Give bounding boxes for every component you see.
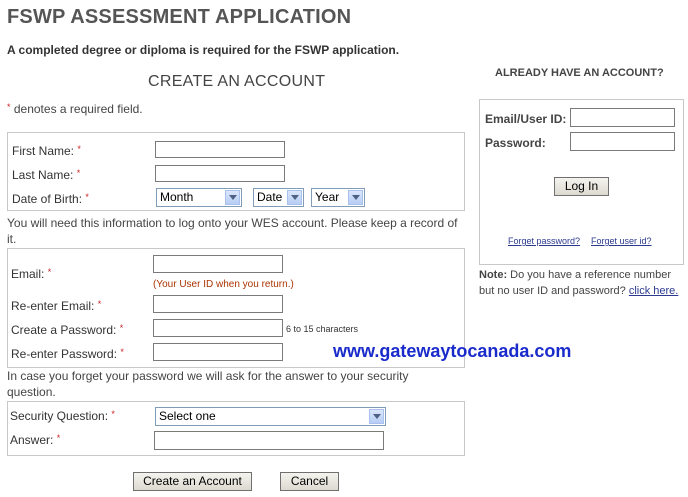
last-name-input[interactable] [155, 165, 285, 182]
chevron-down-icon [225, 190, 240, 205]
required-note-text: denotes a required field. [13, 102, 143, 116]
required-star: * [7, 102, 11, 112]
account-info-text: You will need this information to log onto your WES account. Please keep a record of it. [7, 216, 458, 246]
login-button[interactable]: Log In [554, 177, 609, 196]
reenter-email-input[interactable] [153, 295, 283, 313]
create-account-button[interactable]: Create an Account [133, 472, 252, 491]
chevron-down-icon [348, 190, 363, 205]
dob-label: Date of Birth: * [12, 192, 89, 206]
security-question-label: Security Question: * [10, 409, 115, 423]
cancel-button[interactable]: Cancel [280, 472, 339, 491]
password-input[interactable] [153, 319, 283, 337]
security-question-select[interactable]: Select one [155, 407, 386, 426]
reenter-password-input[interactable] [153, 343, 283, 361]
watermark-url: www.gatewaytocanada.com [333, 341, 572, 361]
email-label: Email: * [11, 267, 52, 281]
email-hint: (Your User ID when you return.) [153, 279, 294, 290]
note-label: Note: [479, 269, 508, 281]
page-subtitle: A completed degree or diploma is required for the FSWP application. [7, 43, 400, 57]
dob-month-select[interactable]: Month [156, 188, 242, 207]
answer-input[interactable] [154, 431, 384, 450]
security-info-text: In case you forget your password we will ask for the answer to your security question. [7, 369, 409, 399]
dob-date-select[interactable]: Date [253, 188, 304, 207]
click-here-link[interactable]: click here. [628, 285, 679, 297]
last-name-label: Last Name: * [12, 168, 81, 182]
login-heading: ALREADY HAVE AN ACCOUNT? [495, 67, 664, 79]
forgot-password-link[interactable]: Forget password? [508, 236, 581, 246]
password-hint: 6 to 15 characters [286, 324, 359, 334]
chevron-down-icon [287, 190, 302, 205]
required-field-note [7, 102, 143, 116]
note-text: Do you have a reference number but no user ID and password? [479, 269, 671, 297]
first-name-input[interactable] [155, 141, 285, 158]
login-email-label: Email/User ID: [485, 112, 567, 126]
chevron-down-icon [369, 409, 384, 424]
first-name-label: First Name: * [12, 144, 81, 158]
forgot-userid-link[interactable]: Forget user id? [591, 236, 652, 246]
password-label: Create a Password: * [11, 323, 124, 337]
login-password-label: Password: [485, 136, 546, 150]
page-title: FSWP ASSESSMENT APPLICATION [7, 6, 352, 28]
answer-label: Answer: * [10, 433, 61, 447]
login-email-input[interactable] [570, 108, 675, 127]
reenter-email-label: Re-enter Email: * [11, 299, 102, 313]
email-input[interactable] [153, 255, 283, 273]
dob-year-select[interactable]: Year [311, 188, 365, 207]
login-password-input[interactable] [570, 132, 675, 151]
reference-note [479, 267, 684, 299]
create-account-heading: CREATE AN ACCOUNT [148, 73, 326, 90]
reenter-password-label: Re-enter Password: * [11, 347, 124, 361]
